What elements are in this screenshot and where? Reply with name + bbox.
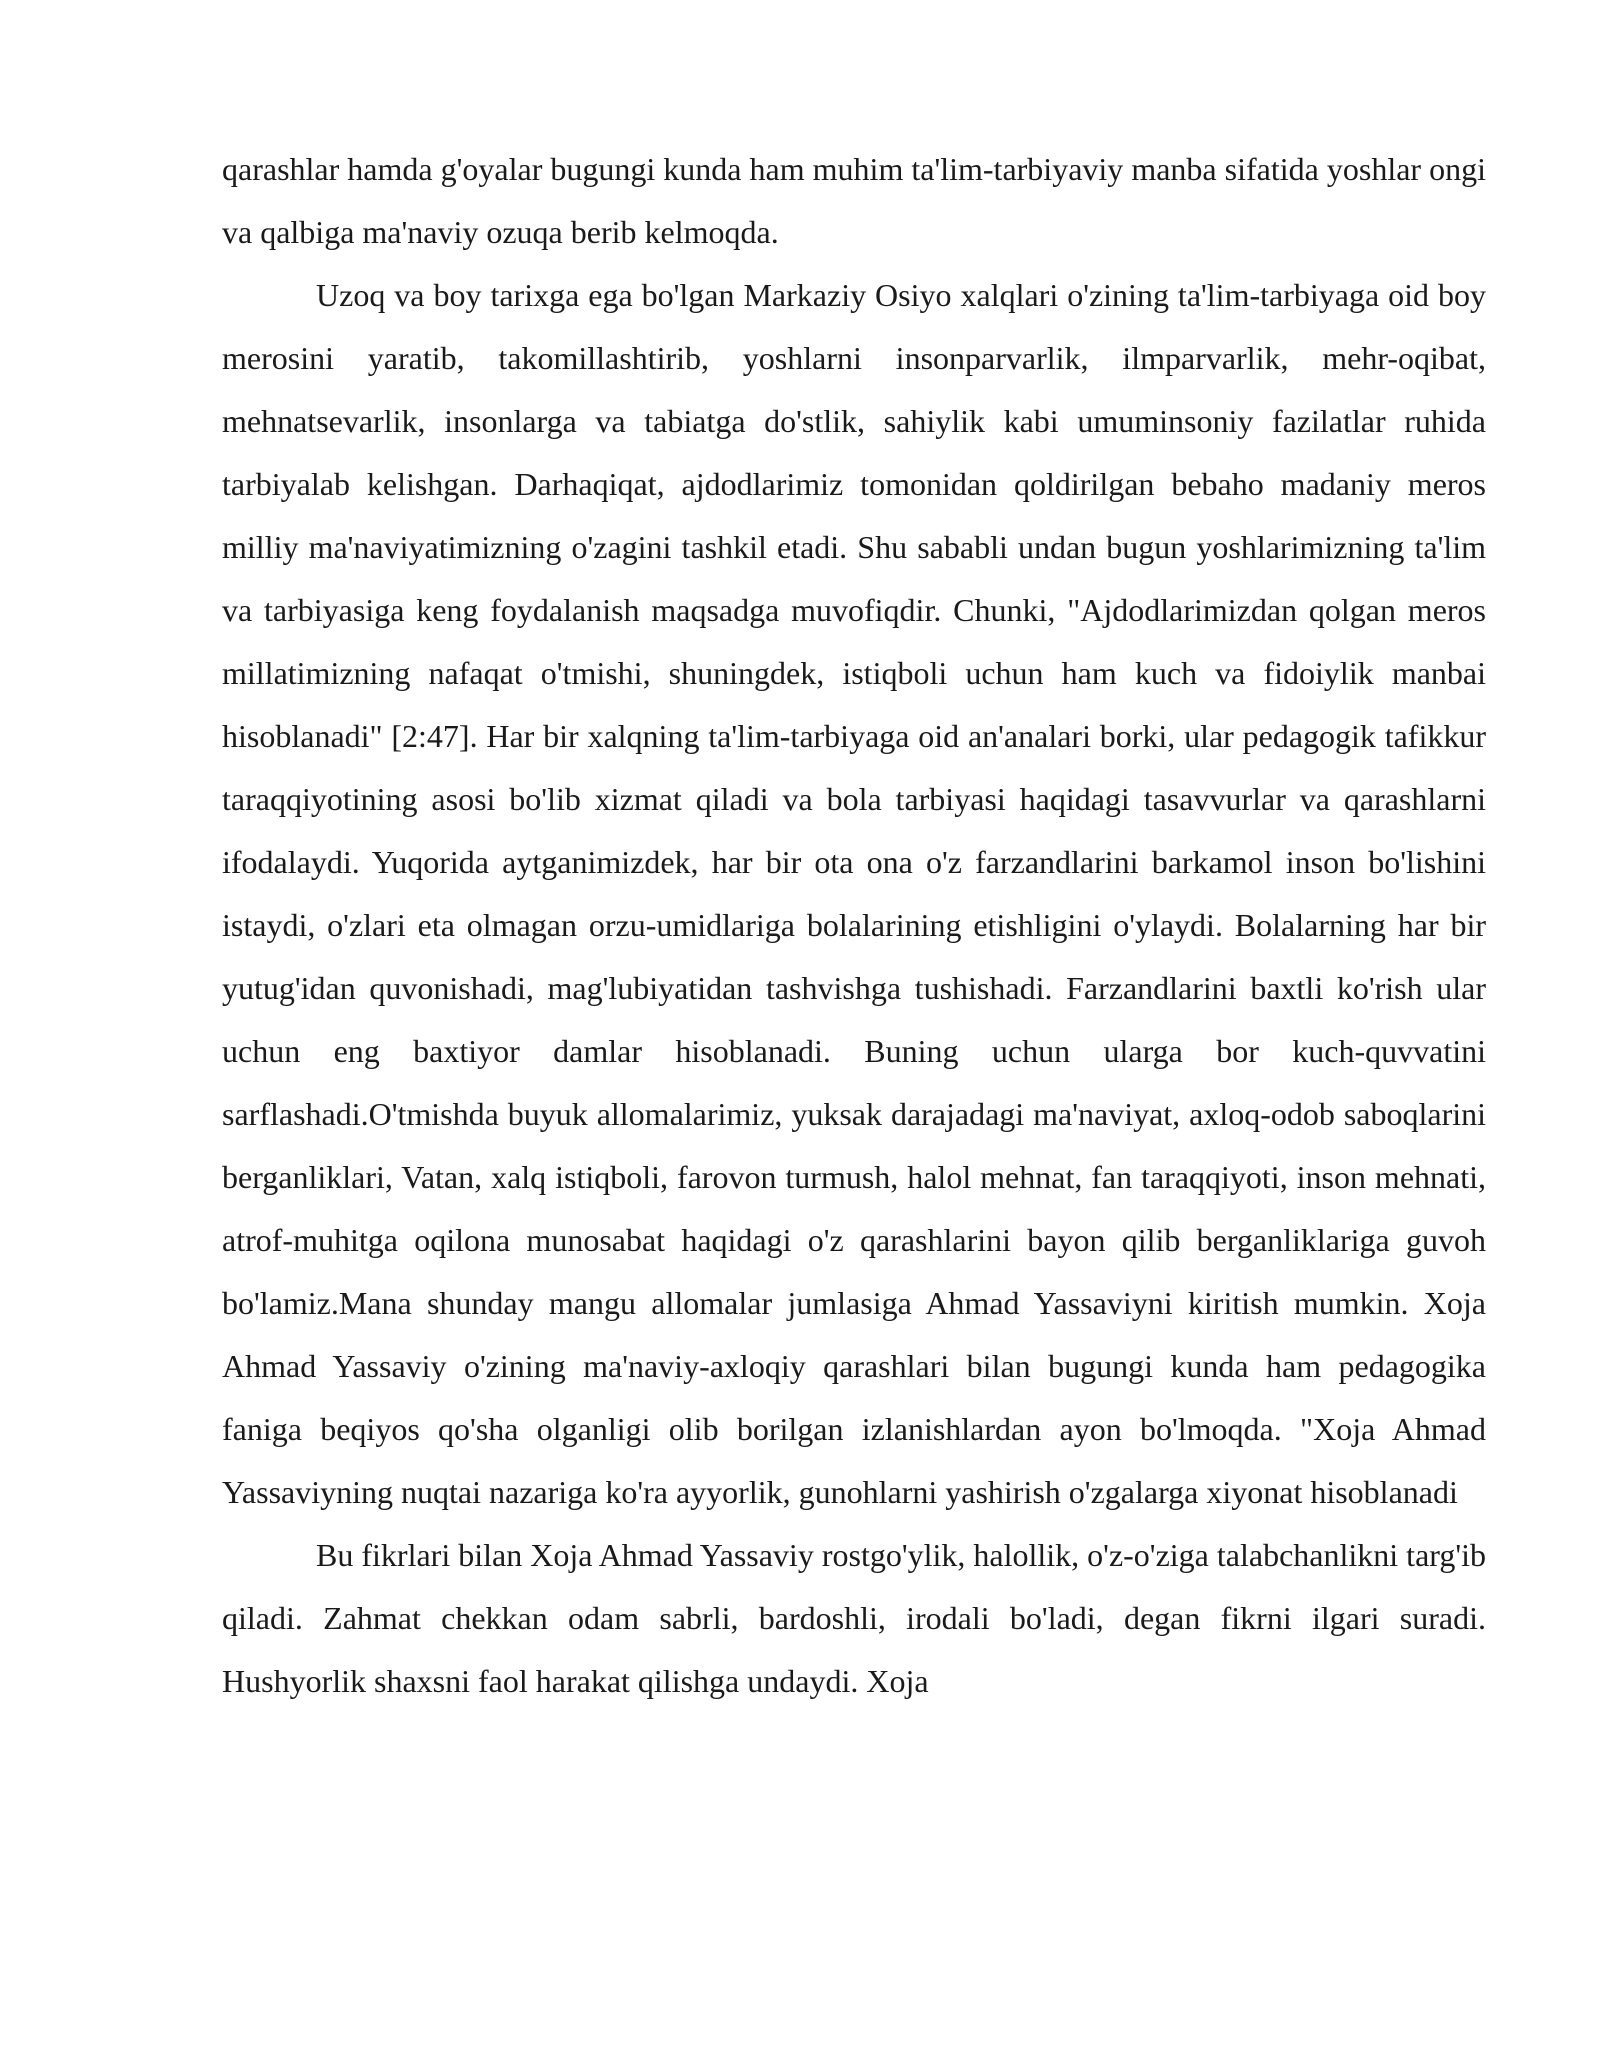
paragraph-2: Uzoq va boy tarixga ega bo'lgan Markaziy Osiyo xalqlari o'zining ta'lim-tarbiyaga oid boy merosini yaratib, takomillashtirib, yoshlarni insonparvarlik, ilmparvarlik, mehr-oqibat, mehnatsevarlik, insonlarga va tabiatga do'stlik, sahiylik kabi umuminsoniy fazilatlar ruhida tarbiyalab kelishgan. Darhaqiqat, ajdodlarimiz tomonidan qoldirilgan bebaho madaniy meros milliy ma'naviyatimizning o'zagini tashkil etadi. Shu sababli undan bugun yoshlarimizning ta'lim va tarbiyasiga keng foydalanish maqsadga muvofiqdir. Chunki, "Ajdodlarimizdan qolgan meros millatimizning nafaqat o'tmishi, shuningdek, istiqboli uchun ham kuch va fidoiylik manbai hisoblanadi" [2:47]. Har bir xalqning ta'lim-tarbiyaga oid an'analari borki, ular pedagogik tafikkur taraqqiyotining asosi bo'lib xizmat qiladi va bola tarbiyasi haqidagi tasavvurlar va qarashlarni ifodalaydi. Yuqorida aytganimizdek, har bir ota ona o'z farzandlarini barkamol inson bo'lishini istaydi, o'zlari eta olmagan orzu-umidlariga bolalarining etishligini o'ylaydi. Bolalarning har bir yutug'idan quvonishadi, mag'lubiyatidan tashvishga tushishadi. Farzandlarini baxtli ko'rish ular uchun eng baxtiyor damlar hisoblanadi. Buning uchun ularga bor kuch-quvvatini sarflashadi.O'tmishda buyuk allomalarimiz, yuksak darajadagi ma'naviyat, axloq-odob saboqlarini berganliklari, Vatan, xalq istiqboli, farovon turmush, halol mehnat, fan taraqqiyoti, inson mehnati, atrof-muhitga oqilona munosabat haqidagi o'z qarashlarini bayon qilib berganliklariga guvoh bo'lamiz.Mana shunday mangu allomalar jumlasiga Ahmad Yassaviyni kiritish mumkin. Xoja Ahmad Yassaviy o'zining ma'naviy-axloqiy qarashlari bilan bugungi kunda ham pedagogika faniga beqiyos qo'sha olganligi olib borilgan izlanishlardan ayon bo'lmoqda. "Xoja Ahmad Yassaviyning nuqtai nazariga ko'ra ayyorlik, gunohlarni yashirish o'zgalarga xiyonat hisoblanadi: [222, 277, 1486, 1510]
paragraph-1: qarashlar hamda g'oyalar bugungi kunda ham muhim ta'lim-tarbiyaviy manba sifatida yoshlar ongi va qalbiga ma'naviy ozuqa berib kelmoqda.: [222, 151, 1486, 250]
document-body: [222, 138, 1486, 1713]
paragraph-3: Bu fikrlari bilan Xoja Ahmad Yassaviy rostgo'ylik, halollik, o'z-o'ziga talabchanlikni targ'ib qiladi. Zahmat chekkan odam sabrli, bardoshli, irodali bo'ladi, degan fikrni ilgari suradi. Hushyorlik shaxsni faol harakat qilishga undaydi. Xoja: [222, 1537, 1486, 1699]
